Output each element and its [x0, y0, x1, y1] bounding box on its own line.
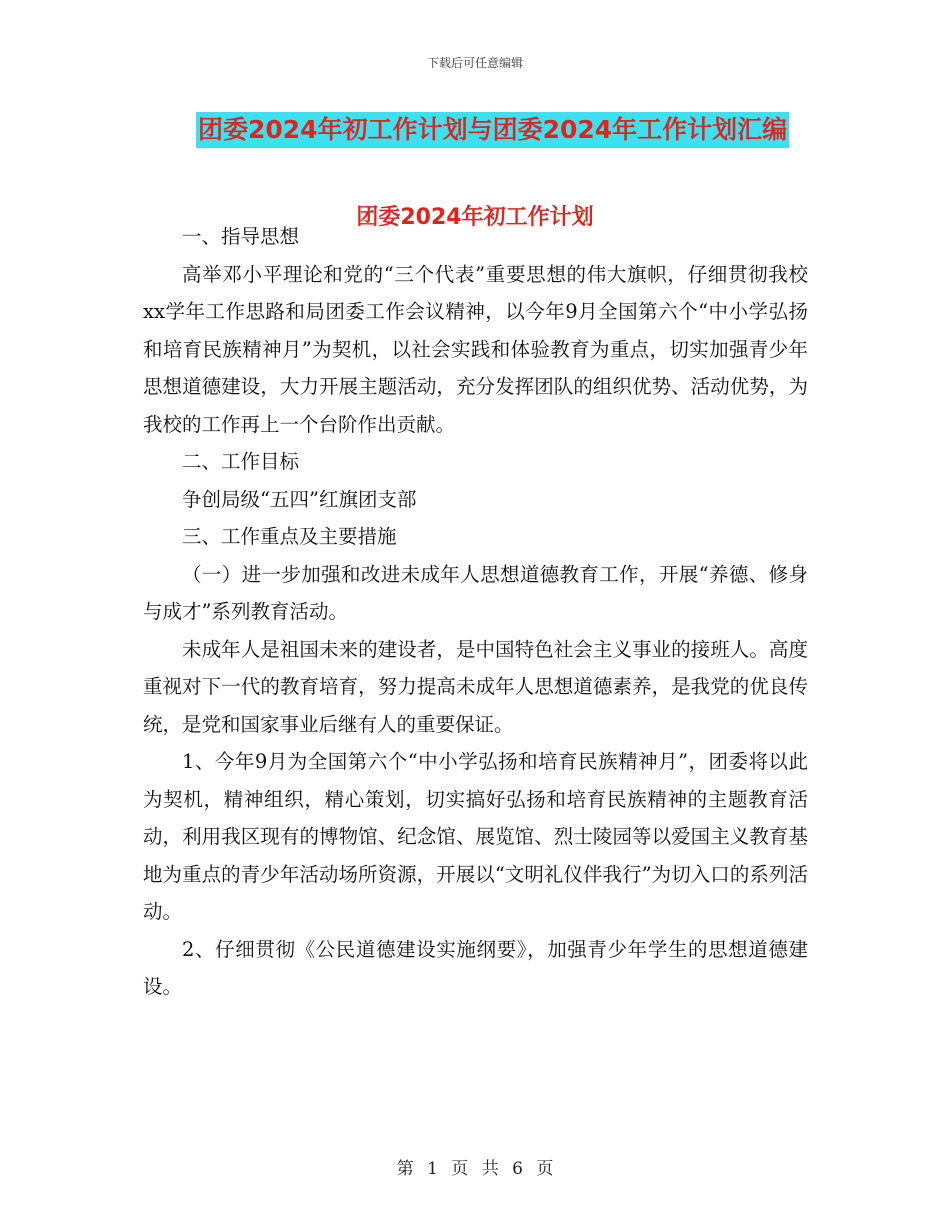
heading-work-goal: 二、工作目标 — [182, 450, 300, 473]
paragraph-item-1: 1、今年9月为全国第六个“中小学弘扬和培育民族精神月”，团委将以此为契机，精神组织，精心策划，切实搞好弘扬和培育民族精神的主题教育活动，利用我区现有的博物馆、纪念馆、展览馆、烈士陵园等以爱国主义教育基地为重点的青少年活动场所资源，开展以“文明礼仪伴我行”为切入口的系列活动。 — [143, 750, 808, 923]
paragraph-work-goal: 争创局级“五四”红旗团支部 — [182, 487, 417, 511]
paragraph-item-2: 2、仔细贯彻《公民道德建设实施纲要》，加强青少年学生的思想道德建设。 — [143, 937, 808, 998]
heading-key-measures: 三、工作重点及主要措施 — [182, 525, 397, 548]
document-body — [143, 218, 808, 1006]
section-title: 团委2024年初工作计划 — [356, 205, 594, 230]
page-number-footer: 第 1 页 共 6 页 — [396, 1159, 554, 1179]
document-title: 团委2024年初工作计划与团委2024年工作计划汇编 — [196, 112, 789, 148]
paragraph-guiding-ideology: 高举邓小平理论和党的“三个代表”重要思想的伟大旗帜，仔细贯彻我校xx学年工作思路和局团委工作会议精神，以今年9月全国第六个“中小学弘扬和培育民族精神月”为契机，以社会实践和体验教育为重点，切实加强青少年思想道德建设，大力开展主题活动，充分发挥团队的组织优势、活动优势，为我校的工作再上一个台阶作出贡献。 — [143, 262, 808, 436]
header-note: 下载后可任意编辑 — [426, 56, 523, 70]
paragraph-measure-one: （一）进一步加强和改进未成年人思想道德教育工作，开展“养德、修身与成才”系列教育活动。 — [143, 562, 808, 623]
heading-guiding-ideology: 一、指导思想 — [182, 225, 300, 248]
paragraph-minors: 未成年人是祖国未来的建设者，是中国特色社会主义事业的接班人。高度重视对下一代的教育培育，努力提高未成年人思想道德素养，是我党的优良传统，是党和国家事业后继有人的重要保证。 — [143, 637, 808, 736]
